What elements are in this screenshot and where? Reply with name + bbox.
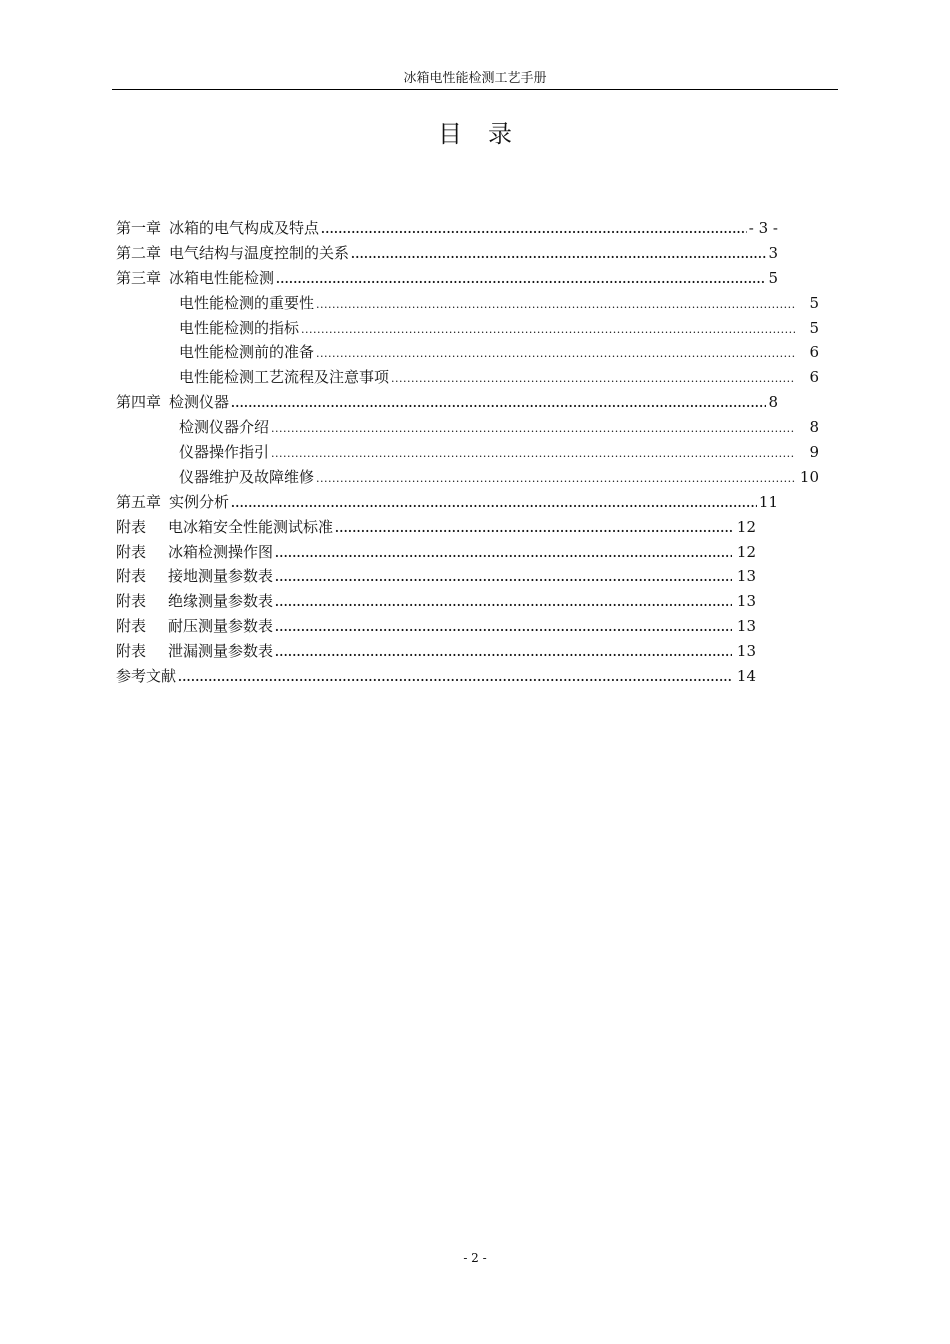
- toc-entry-page: 13: [736, 642, 756, 661]
- toc-entry[interactable]: [116, 241, 778, 266]
- toc-entry[interactable]: [116, 316, 819, 341]
- toc-entry-number: 附表: [116, 592, 147, 611]
- toc-entry-text: 电气结构与温度控制的关系: [169, 243, 350, 262]
- toc-entry-label: [116, 241, 349, 266]
- toc-entry-page: 10: [799, 467, 819, 486]
- toc-dot-leader: [275, 616, 732, 641]
- toc-entry[interactable]: [116, 415, 819, 440]
- toc-entry-text: 冰箱检测操作图: [168, 542, 274, 561]
- toc-entry-label: [179, 316, 299, 341]
- toc-entry-label: [116, 564, 273, 589]
- toc-entry-label: [116, 266, 274, 291]
- toc-entry-text: 泄漏测量参数表: [168, 642, 274, 661]
- toc-entry-page: 8: [809, 418, 819, 437]
- toc-entry-text: 冰箱的电气构成及特点: [169, 219, 320, 237]
- toc-entry[interactable]: [116, 490, 778, 515]
- toc-entry[interactable]: [116, 340, 819, 365]
- header-rule: [112, 89, 838, 90]
- toc-entry-text: 电性能检测的指标: [179, 318, 300, 337]
- toc-title: 目录: [438, 120, 538, 148]
- toc-entry-page: 11: [758, 492, 778, 511]
- toc-entry-number: 第四章: [116, 393, 162, 412]
- toc-entry-number: 附表: [116, 642, 147, 661]
- toc-entry-label: [179, 365, 389, 390]
- toc-entry[interactable]: [116, 390, 778, 415]
- toc-entry-text: 耐压测量参数表: [168, 617, 274, 636]
- toc-entry-label: [116, 490, 229, 515]
- toc-entry-page: 5: [809, 293, 819, 312]
- toc-entry-page: 6: [809, 343, 819, 362]
- toc-entry-label: [179, 440, 269, 465]
- toc-entry-page: 9: [809, 443, 819, 462]
- toc-entry-text: 电性能检测的重要性: [179, 293, 315, 312]
- toc-entry-label: [116, 639, 273, 664]
- toc-entry-label: [116, 216, 319, 241]
- toc-entry-label: [179, 465, 314, 490]
- toc-entry-text: 仪器维护及故障维修: [179, 467, 315, 486]
- toc-entry-number: 第一章: [116, 219, 162, 237]
- toc-dot-leader: [275, 542, 732, 567]
- toc-entry-label: [116, 614, 273, 639]
- toc-entry-page: 13: [736, 617, 756, 636]
- toc-dot-leader: [271, 417, 795, 442]
- toc-dot-leader: [335, 517, 732, 542]
- toc-entry-text: 冰箱电性能检测: [169, 268, 275, 287]
- toc-dot-leader: [316, 293, 795, 318]
- toc-dot-leader: [351, 243, 766, 268]
- toc-dot-leader: [321, 218, 747, 243]
- toc-dot-leader: [231, 492, 757, 517]
- toc-entry-text: 接地测量参数表: [168, 567, 274, 586]
- toc-entry[interactable]: [116, 291, 819, 316]
- toc-entry-text: 参考文献: [116, 667, 177, 686]
- toc-entry-page: - 3 -: [748, 219, 778, 237]
- toc-entry-page: 14: [736, 667, 756, 686]
- toc-entry-text: 检测仪器: [169, 393, 230, 412]
- running-header: 冰箱电性能检测工艺手册: [403, 71, 547, 86]
- toc-entry-number: 第三章: [116, 268, 162, 287]
- toc-dot-leader: [316, 467, 795, 492]
- toc-entry-page: 3: [768, 243, 778, 262]
- toc-entry-page: 5: [809, 318, 819, 337]
- toc-entry-page: 5: [768, 268, 778, 287]
- toc-dot-leader: [275, 641, 732, 666]
- toc-entry[interactable]: [116, 614, 756, 639]
- toc-entry-number: 附表: [116, 517, 147, 536]
- toc-entry-page: 8: [768, 393, 778, 412]
- toc-entry-number: 附表: [116, 567, 147, 586]
- toc-dot-leader: [316, 342, 795, 367]
- toc-entry[interactable]: [116, 664, 756, 689]
- toc-dot-leader: [301, 318, 795, 343]
- toc-dot-leader: [391, 367, 795, 392]
- toc-entry[interactable]: [116, 266, 778, 291]
- toc-entry-page: 13: [736, 592, 756, 611]
- toc-entry[interactable]: [116, 465, 819, 490]
- toc-entry[interactable]: [116, 639, 756, 664]
- toc-entry[interactable]: [116, 564, 756, 589]
- toc-dot-leader: [271, 442, 795, 467]
- toc-entry-page: 12: [736, 542, 756, 561]
- toc-dot-leader: [178, 666, 732, 691]
- toc-entry-label: [179, 415, 269, 440]
- toc-entry[interactable]: [116, 216, 778, 241]
- toc-entry[interactable]: [116, 540, 756, 565]
- toc-dot-leader: [231, 392, 766, 417]
- toc-entry-number: 附表: [116, 617, 147, 636]
- toc-entry[interactable]: [116, 440, 819, 465]
- toc-entry-label: [179, 291, 314, 316]
- toc-entry-text: 绝缘测量参数表: [168, 592, 274, 611]
- toc-list: [116, 216, 819, 689]
- toc-entry-text: 检测仪器介绍: [179, 418, 270, 437]
- toc-entry[interactable]: [116, 589, 756, 614]
- toc-entry[interactable]: [116, 365, 819, 390]
- toc-entry[interactable]: [116, 515, 756, 540]
- toc-entry-label: [116, 589, 273, 614]
- toc-entry-text: 仪器操作指引: [179, 443, 270, 462]
- page-number: - 2 -: [463, 1251, 487, 1265]
- toc-entry-label: [116, 664, 176, 689]
- toc-entry-number: 附表: [116, 542, 147, 561]
- toc-entry-text: 实例分析: [169, 492, 230, 511]
- toc-entry-label: [116, 540, 273, 565]
- toc-entry-label: [179, 340, 314, 365]
- toc-dot-leader: [276, 268, 766, 293]
- toc-entry-text: 电冰箱安全性能测试标准: [168, 517, 334, 536]
- toc-entry-label: [116, 390, 229, 415]
- toc-dot-leader: [275, 591, 732, 616]
- toc-entry-page: 13: [736, 567, 756, 586]
- toc-entry-label: [116, 515, 333, 540]
- toc-entry-number: 第二章: [116, 243, 162, 262]
- toc-entry-page: 12: [736, 517, 756, 536]
- toc-entry-number: 第五章: [116, 492, 162, 511]
- toc-entry-page: 6: [809, 368, 819, 387]
- toc-entry-text: 电性能检测前的准备: [179, 343, 315, 362]
- toc-dot-leader: [275, 566, 732, 591]
- toc-entry-text: 电性能检测工艺流程及注意事项: [179, 368, 390, 387]
